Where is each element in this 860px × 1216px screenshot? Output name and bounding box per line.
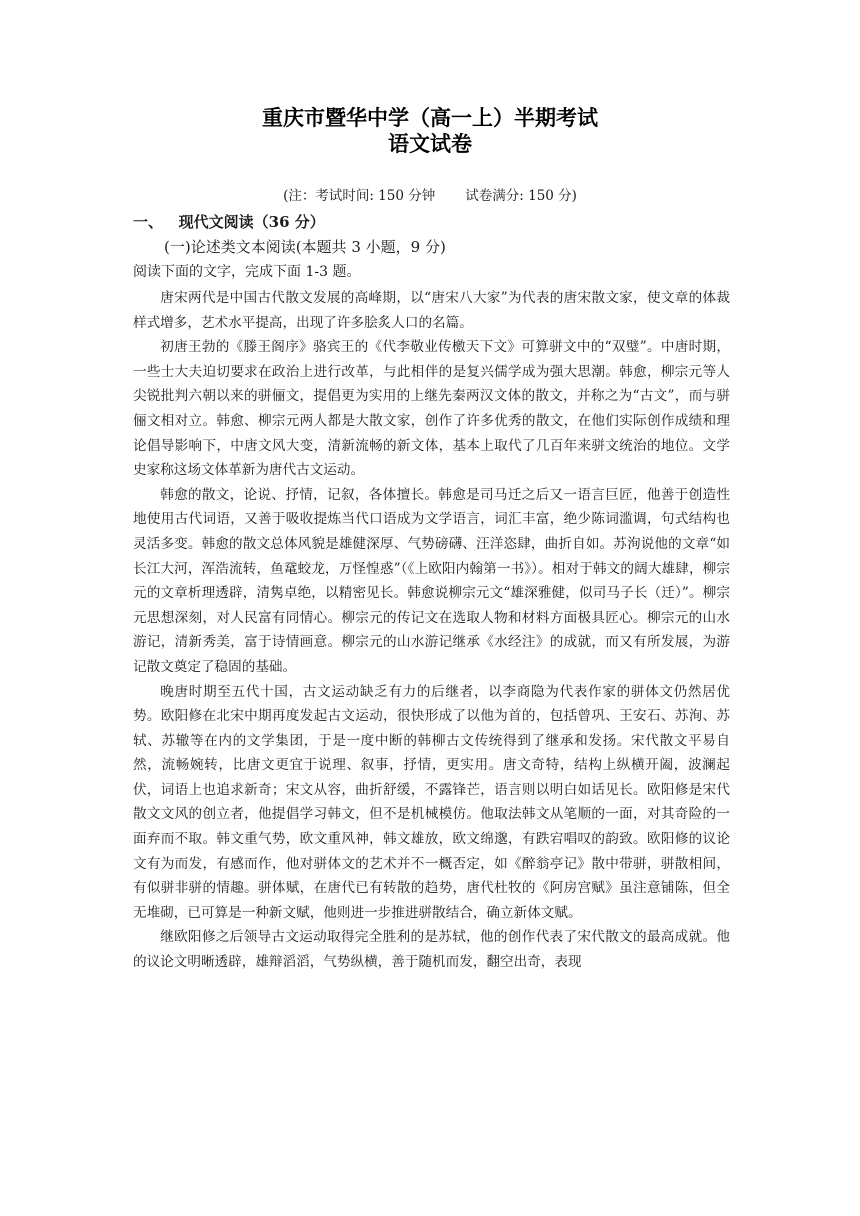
exam-note: (注：考试时间: 150 分钟 试卷满分: 150 分) xyxy=(283,188,577,204)
section-heading: 一、 现代文阅读（36 分） xyxy=(133,213,325,231)
passage-paragraph: 唐宋两代是中国古代散文发展的高峰期，以“唐宋八大家”为代表的唐宋散文家，使文章的体裁样式增多，艺术水平提高，出现了许多脍炙人口的名篇。 xyxy=(133,290,730,331)
exam-subtitle: 语文试卷 xyxy=(388,132,472,156)
passage-paragraph: 继欧阳修之后领导古文运动取得完全胜利的是苏轼，他的创作代表了宋代散文的最高成就。他的议论文明晰透辟，雄辩滔滔，气势纵横，善于随机而发，翻空出奇，表现 xyxy=(133,929,730,971)
exam-title: 重庆市暨华中学（高一上）半期考试 xyxy=(262,106,598,130)
passage-paragraph: 初唐王勃的《滕王阁序》骆宾王的《代李敬业传檄天下文》可算骈文中的“双璧”。中唐时期，一些士大夫迫切要求在政治上进行改革，与此相伴的是复兴儒学成为强大思潮。韩愈，柳宗元等人尖锐批判六朝以来的骈俪文，提倡更为实用的上继先秦两汉文体的散文，并称之为“古文”，而与骈俪文相对立。韩愈、柳宗元两人都是大散文家，创作了许多优秀的散文，在他们实际创作成绩和理论倡导影响下，中唐文风大变，清新流畅的新文体，基本上取代了几百年来骈文统治的地位。文学史家称这场文体革新为唐代古文运动。 xyxy=(133,339,730,479)
subsection-heading: (一)论述类文本阅读(本题共 3 小题，9 分) xyxy=(164,238,446,256)
reading-instruction: 阅读下面的文字，完成下面 1-3 题。 xyxy=(133,264,361,280)
passage-paragraph: 韩愈的散文，论说、抒情，记叙，各体擅长。韩愈是司马迁之后又一语言巨匠，他善于创造性地使用古代词语，又善于吸收提炼当代口语成为文学语言，词汇丰富，绝少陈词滥调，句式结构也灵活多变。韩愈的散文总体风貌是雄健深厚、气势磅礴、汪洋恣肆，曲折自如。苏洵说他的文章“如长江大河，浑浩流转，鱼鼋蛟龙，万怪惶惑”（《上欧阳内翰第一书》）。相对于韩文的阔大雄肆，柳宗元的文章析理透辟，清隽卓绝，以精密见长。韩愈说柳宗元文“雄深雅健，似司马子长（迁）”。柳宗元思想深刻，对人民富有同情心。柳宗元的传记文在选取人物和材料方面极具匠心。柳宗元的山水游记，清新秀美，富于诗情画意。柳宗元的山水游记继承《水经注》的成就，而又有所发展，为游记散文奠定了稳固的基础。 xyxy=(133,486,730,675)
reading-passage xyxy=(133,286,730,975)
passage-paragraph: 晚唐时期至五代十国，古文运动缺乏有力的后继者，以李商隐为代表作家的骈体文仍然居优势。欧阳修在北宋中期再度发起古文运动，很快形成了以他为首的，包括曾巩、王安石、苏洵、苏轼、苏辙等在内的文学集团，于是一度中断的韩柳古文传统得到了继承和发扬。宋代散文平易自然，流畅婉转，比唐文更宜于说理、叙事，抒情，更实用。唐文奇特，结构上纵横开阖，波澜起伏，词语上也追求新奇；宋文从容，曲折舒缓，不露锋芒，语言则以明白如话见长。欧阳修是宋代散文文风的创立者，他提倡学习韩文，但不是机械模仿。他取法韩文从笔顺的一面，对其奇险的一面弃而不取。韩文重气势，欧文重风神，韩文雄放，欧文绵邈，有跌宕唱叹的韵致。欧阳修的议论文有为而发，有感而作，他对骈体文的艺术并不一概否定，如《醉翁亭记》散中带骈，骈散相间，有似骈非骈的情趣。骈体赋，在唐代已有转散的趋势，唐代杜牧的《阿房宫赋》虽注意铺陈，但全无堆砌，已可算是一种新文赋，他则进一步推进骈散结合，确立新体文赋。 xyxy=(133,683,730,921)
